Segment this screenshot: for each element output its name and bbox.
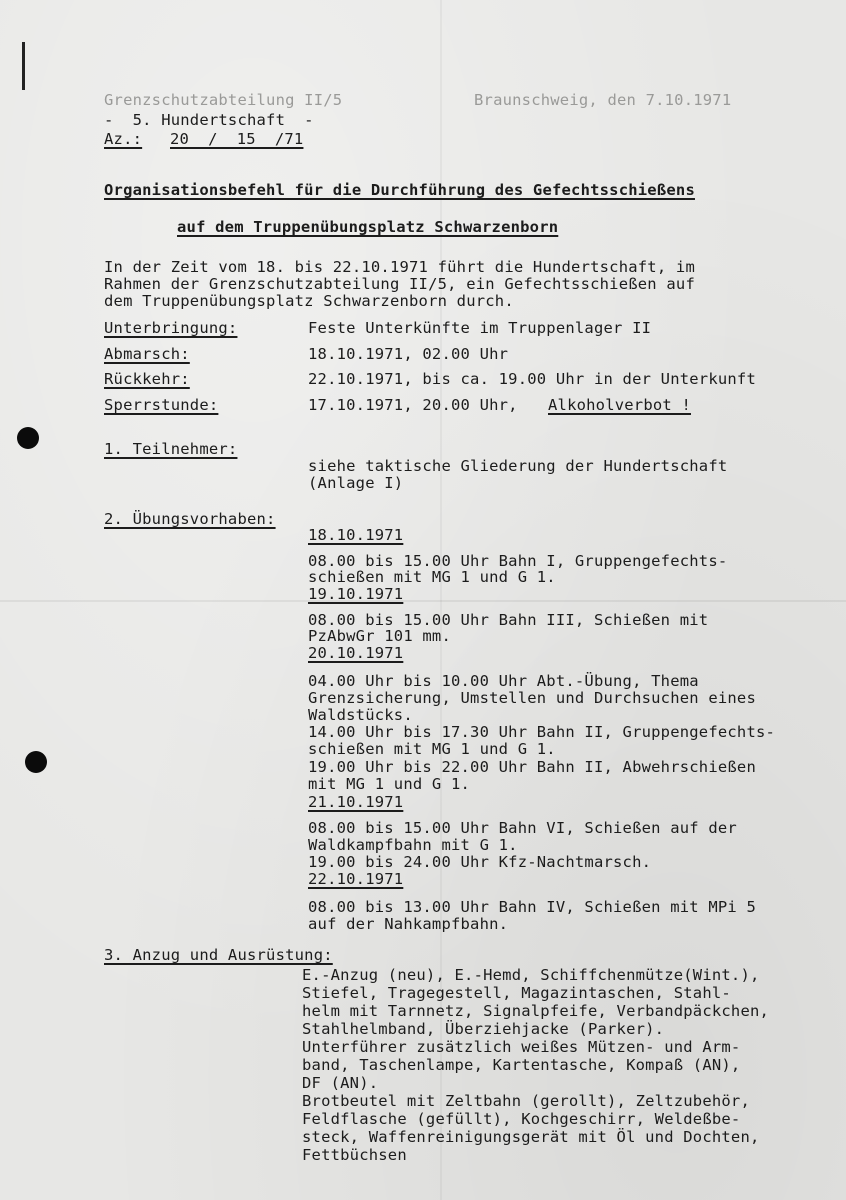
section-1-line: (Anlage I) [308,474,404,492]
title-line-2: auf dem Truppenübungsplatz Schwarzenborn [177,218,559,236]
day-line: 08.00 bis 15.00 Uhr Bahn III, Schießen mit [308,611,709,629]
section-3-line: E.-Anzug (neu), E.-Hemd, Schiffchenmütze(Wint.), [302,966,760,984]
intro-line: Rahmen der Grenzschutzabteilung II/5, ein Gefechtsschießen auf [104,275,695,293]
day-line: 08.00 bis 15.00 Uhr Bahn VI, Schießen auf der [308,819,737,837]
section-3-line: steck, Waffenreinigungsgerät mit Öl und Dochten, [302,1128,760,1146]
unit-name: Grenzschutzabteilung II/5 [104,91,343,109]
day-line: 08.00 bis 13.00 Uhr Bahn IV, Schießen mit MPi 5 [308,898,756,916]
az-value: 20 / 15 /71 [170,130,304,148]
day-line: auf der Nahkampfbahn. [308,915,509,933]
day-line: 19.00 Uhr bis 22.00 Uhr Bahn II, Abwehrschießen [308,758,756,776]
section-3-heading: 3. Anzug und Ausrüstung: [104,946,333,964]
section-1-line: siehe taktische Gliederung der Hundertschaft [308,457,728,475]
section-3-line: Unterführer zusätzlich weißes Mützen- und Arm- [302,1038,741,1056]
day-line: 08.00 bis 15.00 Uhr Bahn I, Gruppengefechts- [308,552,728,570]
day-line: Waldstücks. [308,706,413,724]
section-2-heading: 2. Übungsvorhaben: [104,510,276,528]
section-3-line: Feldflasche (gefüllt), Kochgeschirr, Weldeßbe- [302,1110,741,1128]
section-3-line: DF (AN). [302,1074,379,1092]
day-line: 19.00 bis 24.00 Uhr Kfz-Nachtmarsch. [308,853,652,871]
day-line: Grenzsicherung, Umstellen und Durchsuchen eines [308,689,756,707]
company-name: - 5. Hundertschaft - [104,111,314,129]
intro-line: dem Truppenübungsplatz Schwarzenborn durch. [104,292,514,310]
section-3-line: band, Taschenlampe, Kartentasche, Kompaß (AN), [302,1056,741,1074]
edge-mark [22,42,25,90]
day-date: 18.10.1971 [308,526,404,544]
info-label-abmarsch: Abmarsch: [104,345,190,363]
info-value-sperrstunde: 17.10.1971, 20.00 Uhr, [308,396,518,414]
intro-line: In der Zeit vom 18. bis 22.10.1971 führt die Hundertschaft, im [104,258,695,276]
info-label-rueckkehr: Rückkehr: [104,370,190,388]
location-date: Braunschweig, den 7.10.1971 [474,91,732,109]
day-line: PzAbwGr 101 mm. [308,627,451,645]
punch-hole [25,751,47,773]
info-label-unterbringung: Unterbringung: [104,319,238,337]
day-line: Waldkampfbahn mit G 1. [308,836,518,854]
day-line: 04.00 Uhr bis 10.00 Uhr Abt.-Übung, Thema [308,672,699,690]
day-line: schießen mit MG 1 und G 1. [308,568,556,586]
section-3-line: helm mit Tarnnetz, Signalpfeife, Verbandpäckchen, [302,1002,770,1020]
day-line: schießen mit MG 1 und G 1. [308,740,556,758]
day-line: mit MG 1 und G 1. [308,775,471,793]
day-date: 22.10.1971 [308,870,404,888]
paper-fold [0,600,846,602]
info-label-sperrstunde: Sperrstunde: [104,396,219,414]
section-3-line: Fettbüchsen [302,1146,407,1164]
info-value-abmarsch: 18.10.1971, 02.00 Uhr [308,345,509,363]
day-date: 19.10.1971 [308,585,404,603]
day-date: 20.10.1971 [308,644,404,662]
section-3-line: Brotbeutel mit Zeltbahn (gerollt), Zeltzubehör, [302,1092,750,1110]
info-value-rueckkehr: 22.10.1971, bis ca. 19.00 Uhr in der Unterkunft [308,370,756,388]
section-3-line: Stiefel, Tragegestell, Magazintaschen, Stahl- [302,984,731,1002]
section-1-heading: 1. Teilnehmer: [104,440,238,458]
day-line: 14.00 Uhr bis 17.30 Uhr Bahn II, Gruppengefechts- [308,723,776,741]
alkoholverbot-note: Alkoholverbot ! [548,396,691,414]
section-3-line: Stahlhelmband, Überziehjacke (Parker). [302,1020,665,1038]
title-line-1: Organisationsbefehl für die Durchführung des Gefechtsschießens [104,181,695,199]
punch-hole [17,427,39,449]
info-value-unterbringung: Feste Unterkünfte im Truppenlager II [308,319,652,337]
az-label: Az.: [104,130,143,148]
day-date: 21.10.1971 [308,793,404,811]
